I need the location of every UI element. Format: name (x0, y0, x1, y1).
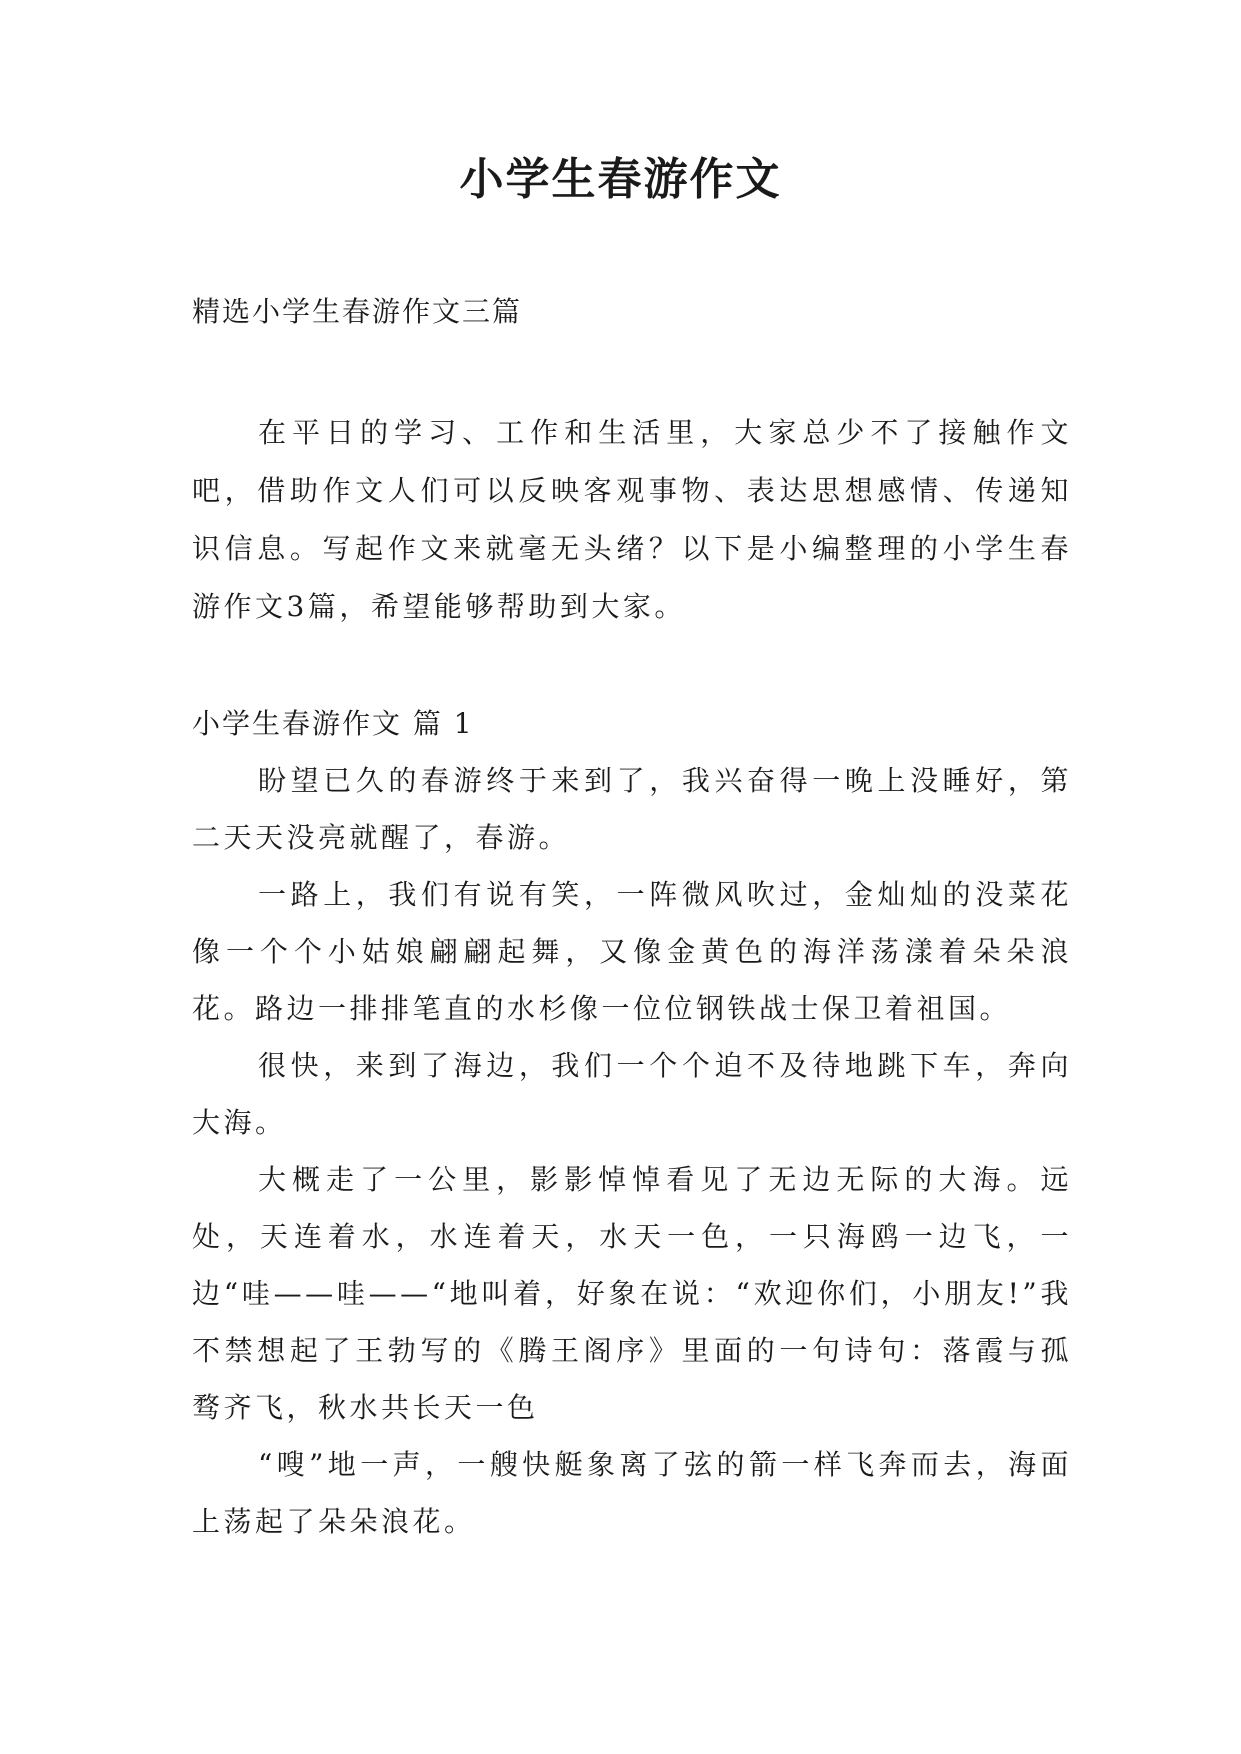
paragraph: 盼望已久的春游终于来到了，我兴奋得一晚上没睡好，第二天天没亮就醒了，春游。 (192, 764, 1072, 854)
intro-paragraph: 在平日的学习、工作和生活里，大家总少不了接触作文吧，借助作文人们可以反映客观事物、表达思想感情、传递知识信息。写起作文来就毫无头绪？以下是小编整理的小学生春游作文3篇，希望能够帮助到大家。 (192, 416, 1072, 623)
paragraph: 很快，来到了海边，我们一个个迫不及待地跳下车，奔向大海。 (192, 1049, 1072, 1139)
document-title: 小学生春游作文 (459, 154, 782, 205)
paragraph: 大概走了一公里，影影悼悼看见了无边无际的大海。远处，天连着水，水连着天，水天一色，一只海鸥一边飞，一边“哇——哇——“地叫着，好象在说：“欢迎你们，小朋友!”我不禁想起了王勃写的《腾王阁序》里面的一句诗句：落霞与孤骛齐飞，秋水共长天一色 (192, 1163, 1072, 1424)
paragraph: “嗖”地一声，一艘快艇象离了弦的箭一样飞奔而去，海面上荡起了朵朵浪花。 (192, 1448, 1072, 1538)
document-subtitle: 精选小学生春游作文三篇 (192, 295, 523, 328)
paragraph: 一路上，我们有说有笑，一阵微风吹过，金灿灿的没菜花像一个个小姑娘翩翩起舞，又像金黄色的海洋荡漾着朵朵浪花。路边一排排笔直的水杉像一位位钢铁战士保卫着祖国。 (192, 878, 1072, 1025)
article-body (192, 752, 1072, 1550)
section-heading: 小学生春游作文 篇 1 (192, 707, 474, 740)
